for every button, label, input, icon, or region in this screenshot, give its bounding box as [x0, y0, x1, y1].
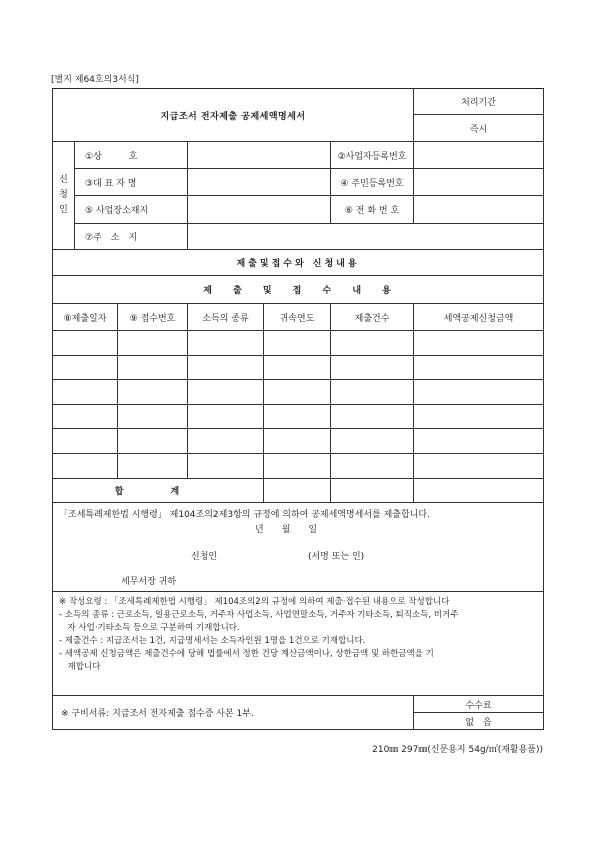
income-type-cell[interactable] [188, 356, 264, 380]
amount-cell[interactable] [414, 454, 544, 479]
form-reference: [별지 제64호의3서식] [51, 75, 139, 85]
amount-cell[interactable] [414, 331, 544, 356]
business-reg-no-field[interactable] [414, 142, 544, 169]
income-type-cell[interactable] [188, 405, 264, 429]
col-header-income-type: 소득의 종류 [188, 304, 264, 331]
receipt-no-cell[interactable] [118, 331, 188, 356]
count-cell[interactable] [331, 454, 414, 479]
fee-label: 수수료 [414, 696, 544, 713]
declaration-date: 년 월 일 [255, 525, 318, 535]
company-name-label: ①상 호 [75, 142, 188, 169]
declaration-block [53, 503, 544, 592]
instruction-item: - 소득의 종류 : 근로소득, 일용근로소득, 거주자 사업소득, 사업연말소득, 거주자 기타소득, 퇴직소득, 비거주 [59, 610, 459, 620]
company-name-field[interactable] [188, 142, 331, 169]
income-type-cell[interactable] [188, 454, 264, 479]
applicant-signature-label: 신청인 [191, 552, 218, 562]
resident-reg-no-field[interactable] [414, 169, 544, 196]
section-title-application: 제출및접수와 신청내용 [53, 250, 544, 276]
total-row [53, 479, 544, 503]
table-row [53, 429, 544, 454]
amount-cell[interactable] [414, 356, 544, 380]
business-reg-no-label: ②사업자등록번호 [331, 142, 414, 169]
phone-field[interactable] [414, 196, 544, 224]
count-cell[interactable] [331, 356, 414, 380]
instruction-item: - 제출건수 : 지급조서는 1건, 지급명세서는 소득자인원 1명을 1건으로 기재합니다. [59, 636, 366, 646]
phone-label: ⑥ 전 화 번 호 [331, 196, 414, 224]
writing-instructions [53, 592, 544, 696]
required-documents: ※ 구비서류: 지급조서 전자제출 접수증 사본 1부. [53, 696, 414, 730]
year-cell[interactable] [264, 454, 331, 479]
year-cell[interactable] [264, 356, 331, 380]
paper-spec-footer: 210㎜ 297㎜(신문용지 54g/㎡(재활용품)) [372, 745, 543, 755]
total-label: 합 계 [53, 479, 264, 503]
submit-date-cell[interactable] [53, 380, 118, 405]
col-header-receipt-no: ⑨ 접수번호 [118, 304, 188, 331]
year-cell[interactable] [264, 380, 331, 405]
applicant-side-label: 신 청 인 [53, 142, 75, 250]
amount-cell[interactable] [414, 380, 544, 405]
receipt-no-cell[interactable] [118, 454, 188, 479]
instruction-item: 자 사업·기타소득 등으로 구분하여 기재합니다. [59, 623, 240, 633]
income-type-cell[interactable] [188, 429, 264, 454]
receipt-no-cell[interactable] [118, 380, 188, 405]
count-cell[interactable] [331, 380, 414, 405]
income-type-cell[interactable] [188, 331, 264, 356]
representative-label: ③대 표 자 명 [75, 169, 188, 196]
count-cell[interactable] [331, 331, 414, 356]
signature-placeholder: (서명 또는 인) [307, 552, 365, 562]
table-row [53, 356, 544, 380]
year-cell[interactable] [264, 429, 331, 454]
instructions-heading: ※ 작성요령 : 「조세특례제한법 시행령」 제104조의2의 규정에 의하여 제출·접수된 내용으로 작성합니다 [59, 597, 450, 607]
addressee: 세무서장 귀하 [121, 577, 177, 587]
amount-cell[interactable] [414, 405, 544, 429]
table-row [53, 380, 544, 405]
count-cell[interactable] [331, 429, 414, 454]
form-title: 지급조서 전자제출 공제세액명세서 [53, 89, 414, 142]
submit-date-cell[interactable] [53, 331, 118, 356]
col-header-year: 귀속연도 [264, 304, 331, 331]
address-label: ⑦주 소 지 [75, 224, 188, 250]
col-header-count: 제출건수 [331, 304, 414, 331]
receipt-no-cell[interactable] [118, 429, 188, 454]
income-type-cell[interactable] [188, 380, 264, 405]
resident-reg-no-label: ④ 주민등록번호 [331, 169, 414, 196]
table-row [53, 454, 544, 479]
business-address-field[interactable] [188, 196, 331, 224]
table-row [53, 331, 544, 356]
instruction-item: - 세액공제 신청금액은 제출건수에 당해 법률에서 정한 건당 계산금액이나, 상한금액 및 하한금액을 기 [59, 649, 434, 659]
total-year-cell[interactable] [264, 479, 331, 503]
amount-cell[interactable] [414, 429, 544, 454]
col-header-submit-date: ⑧제출일자 [53, 304, 118, 331]
submit-date-cell[interactable] [53, 454, 118, 479]
form-table [52, 88, 544, 730]
business-address-label: ⑤ 사업장소재지 [75, 196, 188, 224]
submit-date-cell[interactable] [53, 356, 118, 380]
count-cell[interactable] [331, 405, 414, 429]
table-row [53, 405, 544, 429]
col-header-credit-amount: 세액공제신청금액 [414, 304, 544, 331]
processing-period-label: 처리기간 [414, 89, 544, 115]
submit-date-cell[interactable] [53, 405, 118, 429]
fee-value: 없 음 [414, 713, 544, 730]
receipt-no-cell[interactable] [118, 405, 188, 429]
submit-date-cell[interactable] [53, 429, 118, 454]
total-count-cell[interactable] [331, 479, 414, 503]
instruction-item: 재합니다 [59, 662, 101, 672]
total-amount-cell[interactable] [414, 479, 544, 503]
section-title-submission: 제 출 및 접 수 내 용 [53, 276, 544, 304]
year-cell[interactable] [264, 405, 331, 429]
year-cell[interactable] [264, 331, 331, 356]
address-field[interactable] [188, 224, 544, 250]
representative-field[interactable] [188, 169, 331, 196]
processing-period-value: 즉시 [414, 115, 544, 142]
declaration-text: 「조세특례제한법 시행령」 제104조의2제3항의 규정에 의하여 공제세액명세서를 제출합니다. [59, 510, 430, 520]
receipt-no-cell[interactable] [118, 356, 188, 380]
